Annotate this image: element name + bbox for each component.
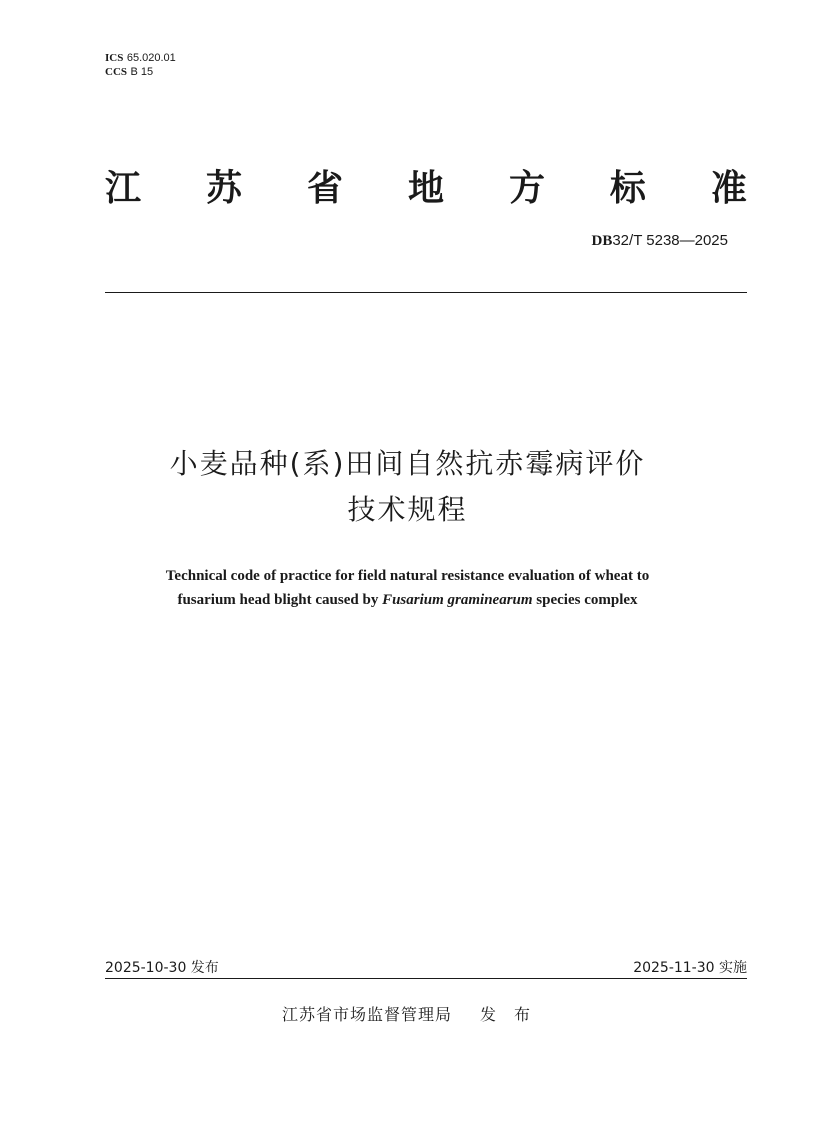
- ccs-value: B 15: [130, 66, 154, 78]
- standard-type-char: 苏: [205, 167, 242, 209]
- ccs-code: [105, 65, 176, 79]
- standard-type-char: 地: [407, 167, 444, 209]
- ics-label: ICS: [105, 52, 124, 64]
- english-title: [60, 564, 755, 612]
- chinese-title: [60, 441, 755, 533]
- english-title-line-2: [60, 588, 755, 612]
- ccs-label: CCS: [105, 66, 128, 78]
- standard-type-heading: [105, 160, 747, 210]
- standard-number-prefix: DB: [591, 233, 613, 249]
- standard-number: [592, 231, 729, 250]
- standard-type-char: 方: [508, 167, 545, 209]
- issue-date: 2025-10-30 发布: [105, 960, 219, 976]
- standard-type-char: 标: [609, 167, 646, 209]
- issuer-action: 发布: [480, 1005, 549, 1024]
- footer-divider: [105, 978, 747, 979]
- ics-code: [105, 51, 176, 65]
- implementation-date: 2025-11-30 实施: [633, 960, 747, 976]
- english-title-line-2-start: fusarium head blight caused by: [177, 592, 383, 608]
- standard-type-char: 江: [105, 167, 142, 209]
- ics-value: 65.020.01: [126, 52, 176, 64]
- header-divider: [105, 292, 747, 293]
- classification-codes: [105, 51, 176, 79]
- chinese-title-line-1: 小麦品种(系)田间自然抗赤霉病评价: [169, 447, 646, 480]
- chinese-title-line-2: 技术规程: [347, 493, 468, 526]
- english-title-species-italic: Fusarium graminearum: [382, 592, 533, 608]
- english-title-line-1: Technical code of practice for field natural resistance evaluation of wheat to: [165, 568, 650, 584]
- english-title-line-2-end: species complex: [532, 592, 638, 608]
- issuer-name: 江苏省市场监督管理局: [282, 1005, 453, 1024]
- issuing-authority: [282, 1002, 548, 1025]
- standard-type-char: 准: [710, 167, 747, 209]
- standard-type-char: 省: [306, 167, 343, 209]
- standard-number-rest: 32/T 5238—2025: [612, 232, 728, 249]
